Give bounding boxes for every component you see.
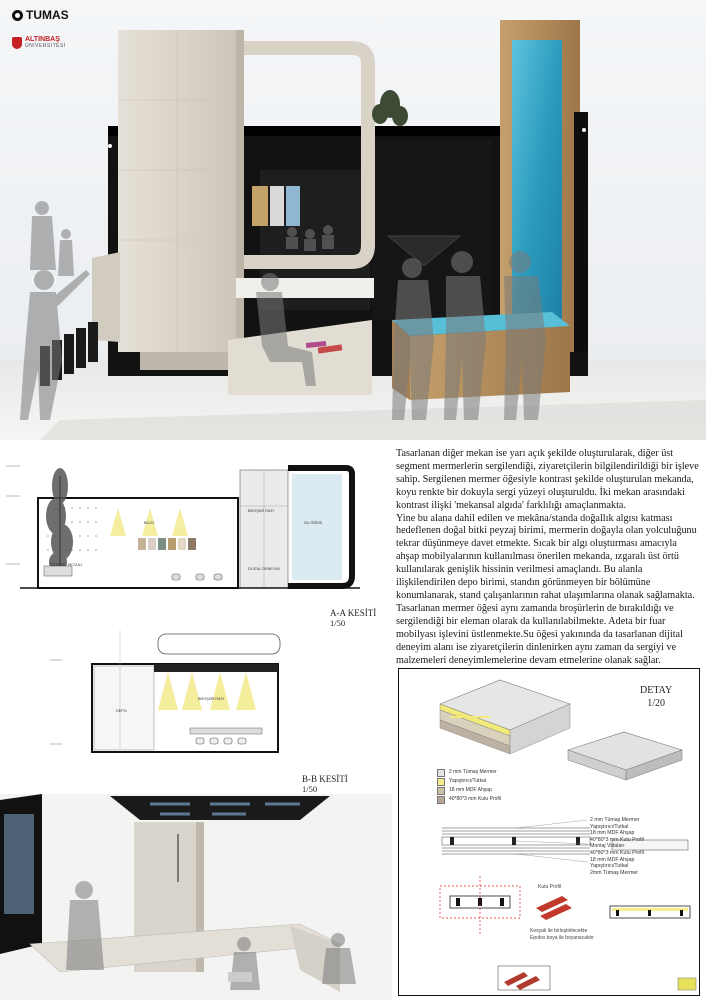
- detail-assembly-red: [494, 962, 554, 994]
- project-description: [396, 448, 702, 667]
- altinbas-shield-icon: [12, 37, 22, 49]
- profile-label: Kutu Profil: [538, 884, 562, 890]
- detail-assembled-panel: [560, 728, 690, 788]
- detail-layer-labels: 2 mm Tümaş Mermer Yapıştırıcı/Tutkal 18 mm MDF Ahşap 40*80*3 mm Kutu Profil Montaj Vidaları 40*80*3 mm Kutu Profil 18 mm MDF Ahşap Yapıştırıcı/Tutkal 2mm Tümaş Mermer: [590, 817, 644, 876]
- section-aa-label: BİLGİ: [144, 521, 154, 525]
- description-paragraph: Yine bu alana dahil edilen ve mekâna/standa doğallık algısı katması hedeflenen doğal bitki peyzaj birimi, mermerin doğayla olan yolculuğunu tekrar düşünmeye davet etmekte. Sıcak bir algı oluşturması amacıyla ahşap mobilyalarının kullanılması önerilen mekanda, ızgaralı üst örtü kullanılarak genişlik hissinin verilmesi amaçlandı. Bu alanla ilişkilendirilen depo birimi, standın görünmeyen bir bölümüne konumlanarak, stand çalışanlarının rahat ulaşımlarına olanak sağlamakta.: [396, 512, 697, 601]
- legend-item: 2 mm Tümaş Mermer: [437, 768, 501, 777]
- detail-legend: [437, 768, 501, 804]
- altinbas-logo: ALTINBAŞ ÜNİVERSİTESİ: [12, 36, 66, 50]
- legend-item: 40*80*3 mm Kutu Profil: [437, 795, 501, 804]
- section-bb-label: BROŞÜR RAFI: [198, 697, 224, 701]
- tumas-logo-mark-icon: [12, 10, 23, 21]
- section-aa-drawing: [0, 446, 380, 606]
- section-bb-label: DEPO: [116, 709, 127, 713]
- legend-item: Yapıştırıcı/Tutkal: [437, 777, 501, 786]
- section-aa-label: SU ÖĞESİ: [304, 521, 323, 525]
- section-bb-title: B-B KESİTİ 1/50: [302, 774, 348, 794]
- description-paragraph: Tasarlanan diğer mekan ise yarı açık şekilde oluşturularak, diğer üst segment mermerlerin sergilendiği, ziyaretçilerin bilgilendirildiği bir işleve sahip. Sergilenen mermer öğesiyle kontrast şekilde oluşturulan mekanda, koyu renkte bir dokuyla sergi yüzeyi oluşturuldu. İki mekan arasındaki kontrast ilişki 'mekansal algıda' farklılığı amaçlanmakta.: [396, 448, 699, 511]
- detail-small-yellow-block: [676, 976, 698, 992]
- detail-layer-section: [436, 820, 596, 864]
- description-paragraph: Tasarlanan mermer öğesi aynı zamanda broşürlerin de bırakıldığı ve sergilendiği bir eleman olarak da kullanılabilmekte. Adeta bir fuar mobilyası işlevini üstlenmekte.Su öğesi yakınında da tasarlanan dijital deneyim alanı ise ziyaretçilerin dinlenirken aynı zaman da sergiyi ve malzemeleri deneyimlemelerine devam etmelerine olanak sağlar.: [396, 602, 683, 666]
- detail-slab-section: [608, 904, 692, 920]
- detail-box-profile: [532, 890, 582, 926]
- section-aa-title: A-A KESİTİ 1/50: [330, 608, 377, 628]
- legend-item: 18 mm MDF Ahşap: [437, 786, 501, 795]
- stand-render-illustration: [0, 0, 706, 440]
- section-aa-label: DİJİTAL DENEYİM: [248, 567, 280, 571]
- tumas-logo: TUMAS: [12, 8, 69, 22]
- interior-render-illustration: [0, 794, 392, 1000]
- section-aa-label: BİTKİSEL PEYZAJ: [50, 563, 82, 567]
- profile-notes: Kesyak ile birleştirilecekte Epoksı boya ile boyanacaktır: [530, 928, 594, 941]
- section-bb-drawing: [50, 620, 310, 770]
- section-aa-label: BROŞÜR RAFI: [248, 509, 274, 513]
- detail-plan-joint: [430, 876, 530, 936]
- detail-title: DETAY 1/20: [640, 685, 673, 709]
